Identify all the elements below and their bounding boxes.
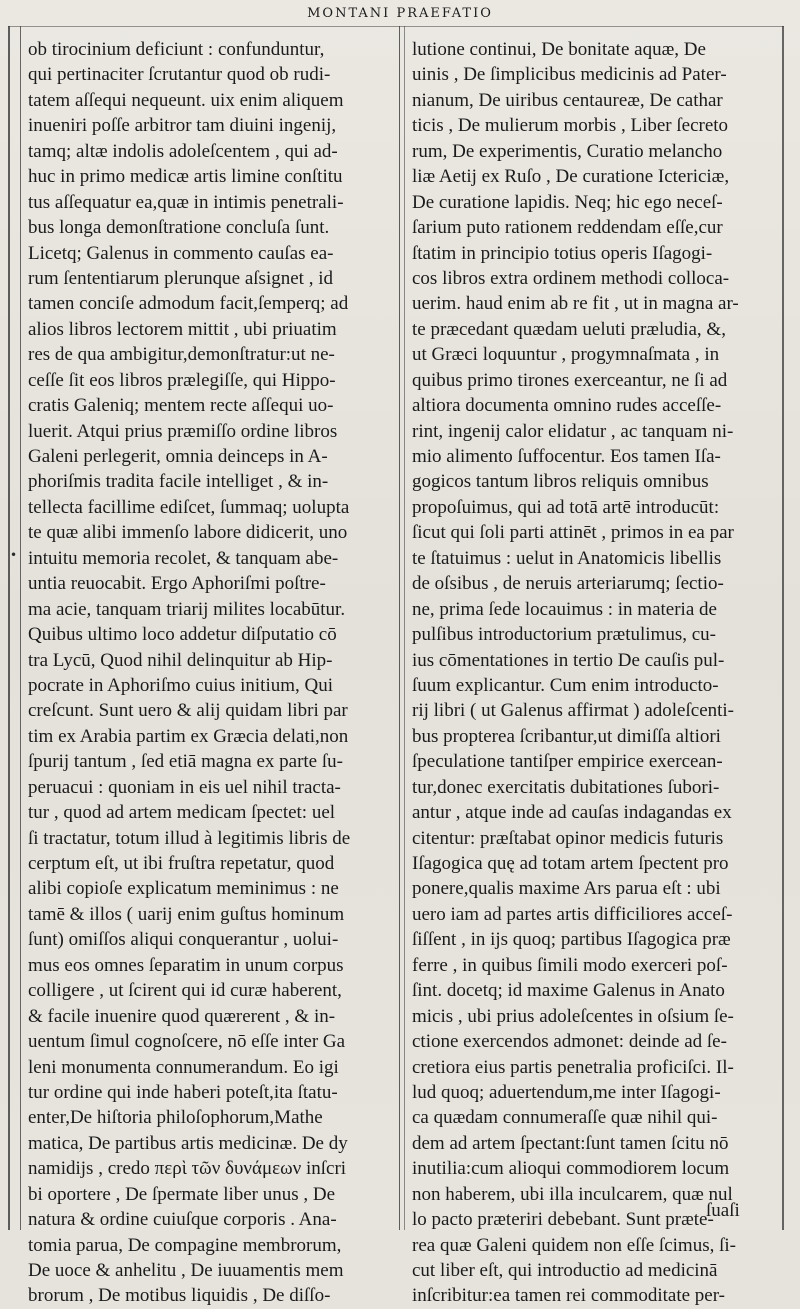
text-line: De curatione lapidis. Neq; hic ego neceſ- <box>412 191 723 213</box>
text-line: uentum ſimul cognoſcere, nō eſſe inter Ga <box>28 1031 346 1053</box>
text-line: ca quædam connumeraſſe quæ nihil qui- <box>412 1107 718 1129</box>
text-line: Galeni perlegerit, omnia deinceps in A- <box>28 446 328 467</box>
text-line: brorum , De motibus liquidis , De diſſo- <box>28 1285 331 1307</box>
text-line: nianum, De uiribus centaureæ, De cathar <box>412 89 723 111</box>
text-line: tellecta facillime ediſcet, ſummaq; uolupta <box>28 496 350 518</box>
text-line: leni monumenta connumerandum. Eo igi <box>28 1056 339 1078</box>
text-line: ſarium puto rationem reddendam eſſe,cur <box>412 217 723 239</box>
text-line: de oſsibus , de neruis arteriarumq; ſectio- <box>412 573 724 595</box>
text-line: uinis , De ſimplicibus medicinis ad Pater- <box>412 64 727 86</box>
text-line: tim ex Arabia partim ex Græcia delati,non <box>28 725 349 747</box>
text-line: lo pacto præteriri debebant. Sunt præte- <box>412 1209 714 1231</box>
text-line: gogicos tantum libros reliquis omnibus <box>412 471 709 493</box>
text-line: tatem aſſequi nequeunt. uix enim aliquem <box>28 89 344 111</box>
text-line: citentur: præſtabat opinor medicis futuris <box>412 827 724 849</box>
text-line: tomia parua, De compagine membrorum, <box>28 1234 342 1256</box>
text-line: te præcedant quædam ueluti præludia, &, <box>412 318 726 340</box>
text-line: tra Lycū, Quod nihil delinquitur ab Hip- <box>28 649 333 671</box>
text-line: rum ſententiarum plerunque aſsignet , id <box>28 267 333 289</box>
text-line: bus longa demonſtratione concluſa ſunt. <box>28 217 330 239</box>
text-line: quibus primo tirones exerceantur, ne ſi ad <box>412 369 728 391</box>
text-line: ſi tractatur, totum illud à legitimis libris de <box>28 827 351 849</box>
text-line: & facile inuenire quod quærerent , & in- <box>28 1005 336 1027</box>
text-line: liæ Aetij ex Ruſo , De curatione Ictericiæ, <box>412 166 730 188</box>
text-line: rea quæ Galeni quidem non eſſe ſcimus, ſi- <box>412 1234 736 1256</box>
text-line: alibi copioſe explicatum meminimus : ne <box>28 878 339 900</box>
text-line: tamq; altæ indolis adoleſcentem , qui ad- <box>28 140 338 162</box>
text-line: Iſagogica quę ad totam artem ſpectent pro <box>412 853 729 874</box>
text-line: ferre , in quibus ſimili modo exerceri poſ- <box>412 954 728 976</box>
text-line: luerit. Atqui prius præmiſſo ordine libros <box>28 420 338 442</box>
text-line: rij libri ( ut Galenus affirmat ) adoleſcenti- <box>412 700 735 722</box>
top-rule <box>8 26 784 27</box>
text-line: micis , ubi prius adoleſcentes in oſsium ſe- <box>412 1005 734 1027</box>
left-text-column <box>28 37 394 1309</box>
text-line: dem ad artem ſpectant:ſunt tamen ſcitu nō <box>412 1132 729 1154</box>
text-line: Quibus ultimo loco addetur diſputatio cō <box>28 624 337 646</box>
text-line: non haberem, ubi illa inculcarem, quæ nul <box>412 1183 733 1205</box>
text-line: rum, De experimentis, Curatio melancho <box>412 140 723 162</box>
left-inner-rule <box>20 26 21 1230</box>
right-text-column <box>412 37 778 1309</box>
text-line: ſpurij tantum , ſed etiā magna ex parte ſu- <box>28 751 343 773</box>
text-line: matica, De partibus artis medicinæ. De dy <box>28 1132 348 1154</box>
right-rule <box>782 26 784 1230</box>
text-line: ne, prima ſede locauimus : in materia de <box>412 598 717 620</box>
text-line: ut Græci loquuntur , progymnaſmata , in <box>412 344 720 366</box>
text-line: lud quoq; aduertendum,me inter Iſagogi- <box>412 1081 721 1103</box>
left-outer-rule <box>8 26 10 1230</box>
text-line: inueniri poſſe arbitror tam diuini ingenij, <box>28 115 337 137</box>
text-line: ceſſe ſit eos libros prælegiſſe, qui Hippo- <box>28 369 336 391</box>
text-line: cerptum eſt, ut ibi fruſtra repetatur, quod <box>28 853 335 874</box>
column-divider-rule <box>399 26 400 1230</box>
text-line: tur,donec exercitatis dubitationes ſubori- <box>412 776 720 798</box>
text-line: enter,De hiſtoria philoſophorum,Mathe <box>28 1107 323 1129</box>
text-line: De uoce & anhelitu , De iuuamentis mem <box>28 1260 344 1281</box>
text-line: tamen conciſe admodum facit,ſemperq; ad <box>28 293 349 315</box>
text-line: ctione exercendos admonet: deinde ad ſe- <box>412 1031 727 1053</box>
text-line: mus eos omnes ſeparatim in unum corpus <box>28 954 344 976</box>
text-line: inutilia:cum alioqui commodiorem locum <box>412 1158 730 1180</box>
text-line: colligere , ut ſcirent qui id curæ haberent, <box>28 980 342 1002</box>
text-line: pulſibus introductorium prætulimus, cu- <box>412 624 716 646</box>
text-line: ma acie, tanquam triarij milites locabūtur. <box>28 598 346 620</box>
text-line: ſpeculatione tantiſper empirice exercean- <box>412 751 723 773</box>
text-line: alios libros lectorem mittit , ubi priuatim <box>28 318 337 340</box>
text-line: cratis Galeniq; mentem recte aſſequi uo- <box>28 395 334 417</box>
text-line: propoſuimus, qui ad totā artē introducūt: <box>412 496 720 518</box>
text-line: cut liber eſt, qui introductio ad medicinā <box>412 1260 718 1281</box>
text-line: bi oportere , De ſpermate liber unus , De <box>28 1183 336 1205</box>
text-line: pocrate in Aphoriſmo cuius initium, Qui <box>28 674 334 696</box>
text-line: ponere,qualis maxime Ars parua eſt : ubi <box>412 878 721 900</box>
text-line: creſcunt. Sunt uero & alij quidam libri par <box>28 700 348 722</box>
text-line: ſint. docetq; id maxime Galenus in Anato <box>412 980 725 1002</box>
text-line: ſicut qui ſoli parti attinēt , primos in ea par <box>412 522 734 544</box>
text-line: ſunt) omiſſos aliqui conquerantur , uolui- <box>28 929 339 951</box>
text-line: inſcribitur:ea tamen rei commoditate per- <box>412 1285 725 1307</box>
text-line: ſtatim in principio totius operis Iſagogi- <box>412 242 713 264</box>
text-line: Licetq; Galenus in commento cauſas ea- <box>28 242 334 264</box>
text-line: intuitu memoria recolet, & tanquam abe- <box>28 547 339 569</box>
margin-mark: • <box>10 548 18 562</box>
text-line: uero iam ad partes artis difficiliores acceſ- <box>412 903 733 925</box>
text-line: res de qua ambigitur,demonſtratur:ut ne- <box>28 344 335 366</box>
text-line: cos libros extra ordinem methodi colloca- <box>412 267 730 289</box>
text-line: ius cōmentationes in tertio De cauſis pul- <box>412 649 725 671</box>
text-line: lutione continui, De bonitate aquæ, De <box>412 39 706 60</box>
text-line: rint, ingenij calor elidatur , ac tanquam ni- <box>412 420 734 442</box>
text-line: cretiora eius partis penetralia proficiſci. Il- <box>412 1056 734 1078</box>
text-line: untia reuocabit. Ergo Aphoriſmi poſtre- <box>28 573 326 595</box>
text-line: ſuum explicantur. Cum enim introducto- <box>412 674 719 696</box>
text-line: tus aſſequatur ea,quæ in intimis penetrali- <box>28 191 344 213</box>
catchword: ſuaſi <box>706 1200 740 1221</box>
text-line: natura & ordine cuiuſque corporis . Ana- <box>28 1209 337 1231</box>
text-line: antur , atque inde ad cauſas indagandas ex <box>412 802 732 824</box>
text-line: namidijs , credo περὶ τῶν δυνάμεων inſcri <box>28 1158 347 1180</box>
text-line: uerim. haud enim ab re fit , ut in magna ar- <box>412 293 739 315</box>
text-line: tamē & illos ( uarij enim guſtus hominum <box>28 903 345 925</box>
text-line: ticis , De mulierum morbis , Liber ſecreto <box>412 115 729 137</box>
running-title: MONTANI PRAEFATIO <box>307 6 493 21</box>
text-line: phoriſmis tradita facile intelliget , & in- <box>28 471 329 493</box>
text-line: mio alimento ſuffocentur. Eos tamen Iſa- <box>412 446 721 467</box>
text-line: te ſtatuimus : uelut in Anatomicis libellis <box>412 547 722 569</box>
text-line: qui pertinaciter ſcrutantur quod ob rudi- <box>28 64 331 86</box>
text-line: tur ordine qui inde haberi poteſt,ita ſtatu- <box>28 1081 338 1103</box>
text-line: huc in primo medicæ artis limine conſtitu <box>28 166 343 188</box>
text-line: te quæ alibi immenſo labore didicerit, uno <box>28 522 348 544</box>
text-line: tur , quod ad artem medicam ſpectet: uel <box>28 802 336 824</box>
text-line: altiora documenta omnino rudes acceſſe- <box>412 395 722 417</box>
text-line: ob tirocinium deficiunt : confunduntur, <box>28 39 325 60</box>
text-line: ſiſſent , in ijs quoq; partibus Iſagogica præ <box>412 929 731 951</box>
text-line: bus propterea ſcribantur,ut dimiſſa altiori <box>412 725 721 747</box>
text-line: peruacui : quoniam in eis uel nihil tracta- <box>28 776 341 798</box>
column-divider-rule-inner <box>404 26 405 1230</box>
